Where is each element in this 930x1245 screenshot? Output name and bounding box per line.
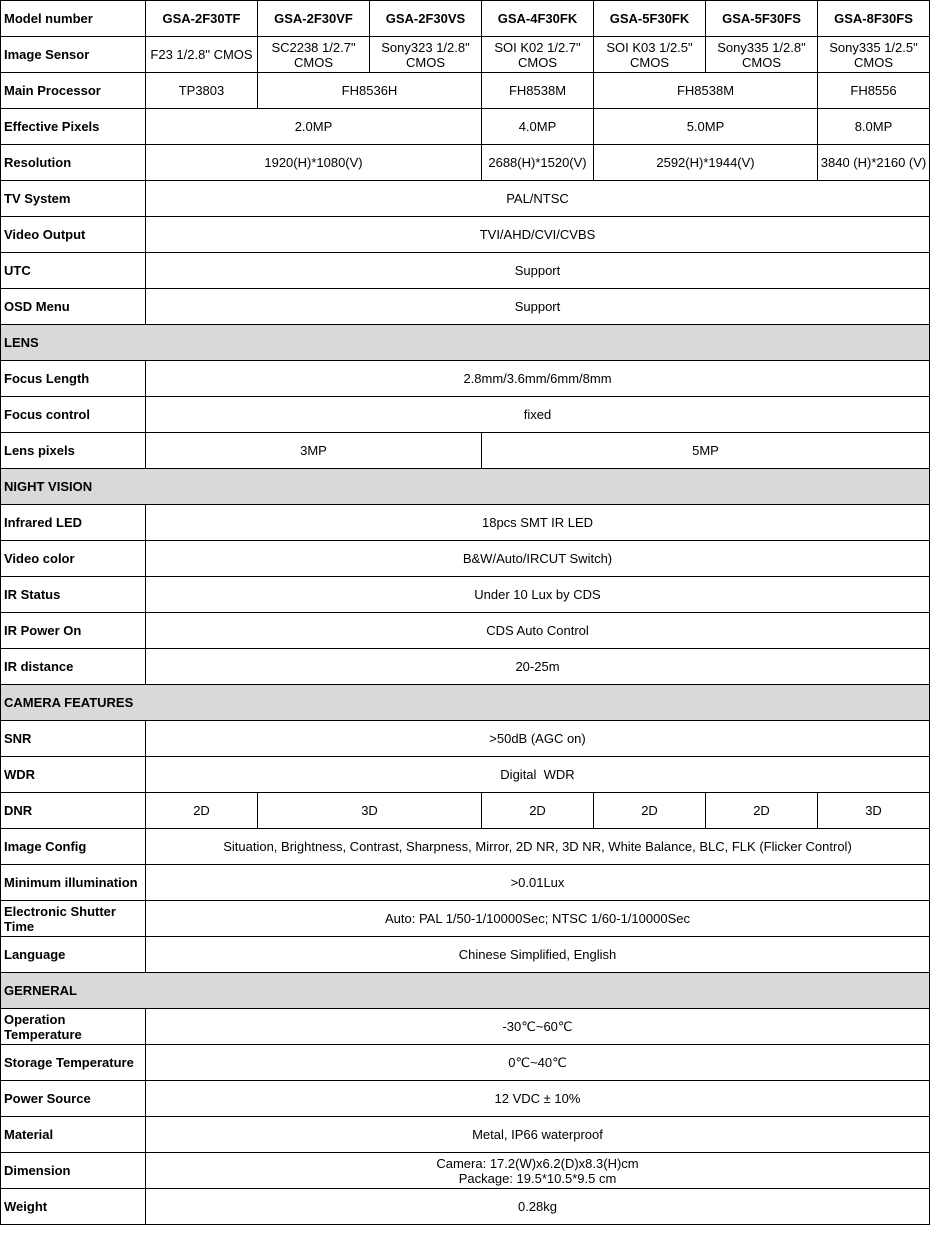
- weight-value: 0.28kg: [146, 1189, 930, 1225]
- image-sensor-row: [1, 37, 930, 73]
- section-header-general: [1, 973, 930, 1009]
- pixels-cell: 2.0MP: [146, 109, 482, 145]
- lens-pixels-cell: 5MP: [482, 433, 930, 469]
- section-header-lens: [1, 325, 930, 361]
- row-label-osd-menu: OSD Menu: [1, 289, 146, 325]
- row-label-ir-power-on: IR Power On: [1, 613, 146, 649]
- tv-system-value: PAL/NTSC: [146, 181, 930, 217]
- focus-control-value: fixed: [146, 397, 930, 433]
- wdr-row: [1, 757, 930, 793]
- pixels-cell: 8.0MP: [818, 109, 930, 145]
- row-label-image-sensor: Image Sensor: [1, 37, 146, 73]
- ir-distance-value: 20-25m: [146, 649, 930, 685]
- language-row: [1, 937, 930, 973]
- osd-menu-value: Support: [146, 289, 930, 325]
- model-cell: GSA-5F30FK: [594, 1, 706, 37]
- sensor-cell: SOI K02 1/2.7" CMOS: [482, 37, 594, 73]
- wdr-value: Digital WDR: [146, 757, 930, 793]
- dnr-cell: 2D: [482, 793, 594, 829]
- row-label-model-number: Model number: [1, 1, 146, 37]
- minimum-illumination-value: >0.01Lux: [146, 865, 930, 901]
- infrared-led-row: [1, 505, 930, 541]
- model-cell: GSA-8F30FS: [818, 1, 930, 37]
- section-title-lens: LENS: [1, 325, 930, 361]
- row-label-language: Language: [1, 937, 146, 973]
- processor-cell: FH8538M: [594, 73, 818, 109]
- row-label-infrared-led: Infrared LED: [1, 505, 146, 541]
- row-label-shutter-time: Electronic Shutter Time: [1, 901, 146, 937]
- infrared-led-value: 18pcs SMT IR LED: [146, 505, 930, 541]
- shutter-time-row: [1, 901, 930, 937]
- osd-menu-row: [1, 289, 930, 325]
- main-processor-row: [1, 73, 930, 109]
- utc-row: [1, 253, 930, 289]
- model-cell: GSA-4F30FK: [482, 1, 594, 37]
- pixels-cell: 4.0MP: [482, 109, 594, 145]
- video-output-row: [1, 217, 930, 253]
- row-label-lens-pixels: Lens pixels: [1, 433, 146, 469]
- ir-status-value: Under 10 Lux by CDS: [146, 577, 930, 613]
- model-cell: GSA-2F30TF: [146, 1, 258, 37]
- video-output-value: TVI/AHD/CVI/CVBS: [146, 217, 930, 253]
- sensor-cell: Sony335 1/2.8" CMOS: [706, 37, 818, 73]
- minimum-illumination-row: [1, 865, 930, 901]
- dnr-row: [1, 793, 930, 829]
- row-label-video-color: Video color: [1, 541, 146, 577]
- row-label-focus-control: Focus control: [1, 397, 146, 433]
- processor-cell: FH8556: [818, 73, 930, 109]
- material-value: Metal, IP66 waterproof: [146, 1117, 930, 1153]
- model-cell: GSA-2F30VF: [258, 1, 370, 37]
- row-label-weight: Weight: [1, 1189, 146, 1225]
- section-title-night-vision: NIGHT VISION: [1, 469, 930, 505]
- focus-length-row: [1, 361, 930, 397]
- dnr-cell: 3D: [258, 793, 482, 829]
- row-label-video-output: Video Output: [1, 217, 146, 253]
- row-label-resolution: Resolution: [1, 145, 146, 181]
- image-config-value: Situation, Brightness, Contrast, Sharpness, Mirror, 2D NR, 3D NR, White Balance, BLC, FLK (Flicker Control): [146, 829, 930, 865]
- power-source-value: 12 VDC ± 10%: [146, 1081, 930, 1117]
- row-label-storage-temperature: Storage Temperature: [1, 1045, 146, 1081]
- material-row: [1, 1117, 930, 1153]
- storage-temperature-value: 0℃~40℃: [146, 1045, 930, 1081]
- section-header-night-vision: [1, 469, 930, 505]
- model-number-row: [1, 1, 930, 37]
- operation-temperature-value: -30℃~60℃: [146, 1009, 930, 1045]
- dimension-value: [146, 1153, 930, 1189]
- sensor-cell: SC2238 1/2.7" CMOS: [258, 37, 370, 73]
- processor-cell: TP3803: [146, 73, 258, 109]
- row-label-dimension: Dimension: [1, 1153, 146, 1189]
- ir-power-on-row: [1, 613, 930, 649]
- row-label-operation-temperature: Operation Temperature: [1, 1009, 146, 1045]
- tv-system-row: [1, 181, 930, 217]
- operation-temperature-row: [1, 1009, 930, 1045]
- section-header-camera-features: [1, 685, 930, 721]
- resolution-cell: 3840 (H)*2160 (V): [818, 145, 930, 181]
- row-label-material: Material: [1, 1117, 146, 1153]
- power-source-row: [1, 1081, 930, 1117]
- weight-row: [1, 1189, 930, 1225]
- sensor-cell: Sony323 1/2.8" CMOS: [370, 37, 482, 73]
- row-label-power-source: Power Source: [1, 1081, 146, 1117]
- model-cell: GSA-2F30VS: [370, 1, 482, 37]
- lens-pixels-cell: 3MP: [146, 433, 482, 469]
- ir-distance-row: [1, 649, 930, 685]
- dnr-cell: 2D: [594, 793, 706, 829]
- resolution-cell: 2592(H)*1944(V): [594, 145, 818, 181]
- sensor-cell: F23 1/2.8" CMOS: [146, 37, 258, 73]
- lens-pixels-row: [1, 433, 930, 469]
- processor-cell: FH8538M: [482, 73, 594, 109]
- focus-control-row: [1, 397, 930, 433]
- resolution-row: [1, 145, 930, 181]
- row-label-snr: SNR: [1, 721, 146, 757]
- row-label-utc: UTC: [1, 253, 146, 289]
- language-value: Chinese Simplified, English: [146, 937, 930, 973]
- snr-row: [1, 721, 930, 757]
- ir-power-on-value: CDS Auto Control: [146, 613, 930, 649]
- dnr-cell: 2D: [146, 793, 258, 829]
- image-config-row: [1, 829, 930, 865]
- section-title-general: GERNERAL: [1, 973, 930, 1009]
- row-label-wdr: WDR: [1, 757, 146, 793]
- snr-value: >50dB (AGC on): [146, 721, 930, 757]
- resolution-cell: 1920(H)*1080(V): [146, 145, 482, 181]
- row-label-focus-length: Focus Length: [1, 361, 146, 397]
- processor-cell: FH8536H: [258, 73, 482, 109]
- row-label-effective-pixels: Effective Pixels: [1, 109, 146, 145]
- sensor-cell: SOI K03 1/2.5" CMOS: [594, 37, 706, 73]
- effective-pixels-row: [1, 109, 930, 145]
- video-color-value: B&W/Auto/IRCUT Switch): [146, 541, 930, 577]
- dimension-row: [1, 1153, 930, 1189]
- storage-temperature-row: [1, 1045, 930, 1081]
- sensor-cell: Sony335 1/2.5" CMOS: [818, 37, 930, 73]
- focus-length-value: 2.8mm/3.6mm/6mm/8mm: [146, 361, 930, 397]
- row-label-image-config: Image Config: [1, 829, 146, 865]
- section-title-camera-features: CAMERA FEATURES: [1, 685, 930, 721]
- row-label-tv-system: TV System: [1, 181, 146, 217]
- row-label-ir-distance: IR distance: [1, 649, 146, 685]
- row-label-dnr: DNR: [1, 793, 146, 829]
- video-color-row: [1, 541, 930, 577]
- model-cell: GSA-5F30FS: [706, 1, 818, 37]
- row-label-main-processor: Main Processor: [1, 73, 146, 109]
- ir-status-row: [1, 577, 930, 613]
- shutter-time-value: Auto: PAL 1/50-1/10000Sec; NTSC 1/60-1/10000Sec: [146, 901, 930, 937]
- utc-value: Support: [146, 253, 930, 289]
- row-label-minimum-illumination: Minimum illumination: [1, 865, 146, 901]
- dnr-cell: 3D: [818, 793, 930, 829]
- resolution-cell: 2688(H)*1520(V): [482, 145, 594, 181]
- row-label-ir-status: IR Status: [1, 577, 146, 613]
- dnr-cell: 2D: [706, 793, 818, 829]
- dimension-package: Package: 19.5*10.5*9.5 cm: [458, 1170, 617, 1186]
- dimension-camera: Camera: 17.2(W)x6.2(D)x8.3(H)cm: [436, 1155, 639, 1171]
- pixels-cell: 5.0MP: [594, 109, 818, 145]
